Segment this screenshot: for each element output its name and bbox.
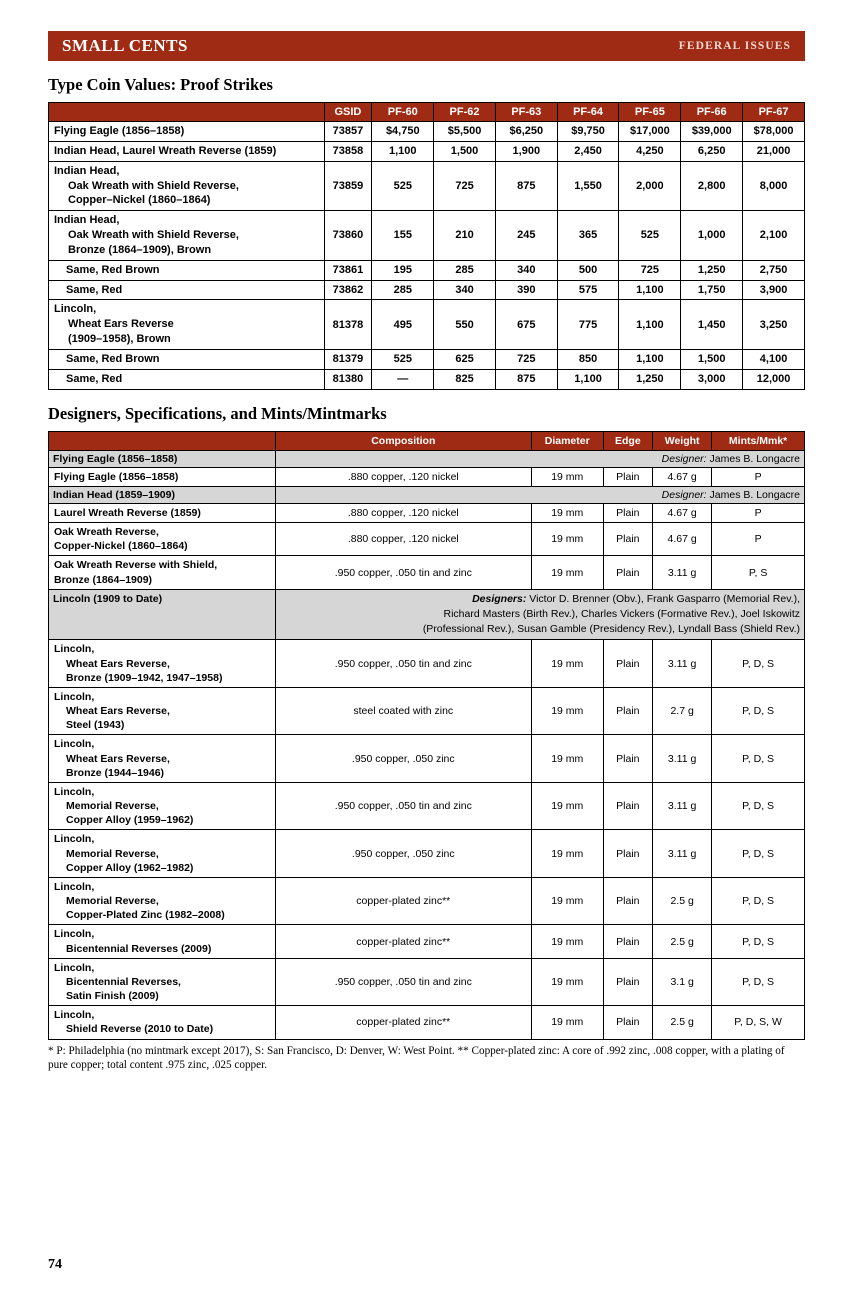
row-label-line: Laurel Wreath Reverse (1859) — [54, 506, 201, 519]
cell-value: 875 — [495, 161, 557, 211]
cell-composition: copper-plated zinc** — [275, 1006, 531, 1039]
page-header — [48, 31, 805, 61]
cell-composition: .950 copper, .050 zinc — [275, 735, 531, 783]
cell-weight: 3.11 g — [653, 556, 712, 589]
table-row — [49, 523, 805, 556]
cell-value: $9,750 — [557, 122, 619, 142]
table-row — [49, 467, 805, 486]
col-type — [49, 431, 276, 450]
row-label-line: Memorial Reverse, — [66, 895, 159, 908]
row-label-line: Same, Red Brown — [66, 263, 160, 276]
cell-diameter: 19 mm — [531, 640, 603, 688]
cell-value: 500 — [557, 260, 619, 280]
group-designer: Designer: James B. Longacre — [275, 486, 804, 503]
cell-composition: copper-plated zinc** — [275, 877, 531, 925]
col-pf67: PF-67 — [743, 103, 805, 122]
row-label — [49, 260, 325, 280]
cell-mints: P, D, S — [712, 830, 805, 878]
cell-weight: 3.11 g — [653, 830, 712, 878]
cell-composition: .950 copper, .050 tin and zinc — [275, 782, 531, 830]
cell-composition: copper-plated zinc** — [275, 925, 531, 958]
row-label-line: Indian Head, — [54, 164, 120, 177]
row-label — [49, 958, 276, 1006]
group-designers-line: Richard Masters (Birth Rev.), Charles Vickers (Formative Rev.), Joel Iskowitz — [443, 607, 800, 620]
row-label-line: Bicentennial Reverses, — [66, 975, 181, 988]
cell-edge: Plain — [603, 467, 653, 486]
row-label-line: Lincoln, — [54, 961, 95, 974]
cell-value: 1,550 — [557, 161, 619, 211]
table-row — [49, 735, 805, 783]
cell-composition: .950 copper, .050 tin and zinc — [275, 556, 531, 589]
header-issue-label: FEDERAL ISSUES — [678, 40, 791, 52]
cell-composition: .950 copper, .050 zinc — [275, 830, 531, 878]
cell-mints: P, D, S — [712, 687, 805, 735]
col-name — [49, 103, 325, 122]
col-mints: Mints/Mmk* — [712, 431, 805, 450]
cell-composition: .950 copper, .050 tin and zinc — [275, 958, 531, 1006]
cell-value: 340 — [434, 280, 496, 300]
row-label — [49, 640, 276, 688]
cell-value: 2,750 — [743, 260, 805, 280]
cell-gsid: 73859 — [324, 161, 372, 211]
row-label-line: Wheat Ears Reverse — [68, 318, 174, 331]
group-row — [49, 450, 805, 467]
row-label-line: Indian Head, — [54, 214, 120, 227]
cell-value: 1,500 — [681, 349, 743, 369]
cell-value: 1,450 — [681, 300, 743, 350]
cell-mints: P, D, S — [712, 877, 805, 925]
cell-mints: P — [712, 523, 805, 556]
cell-value: 365 — [557, 211, 619, 261]
cell-value: 1,100 — [557, 369, 619, 389]
cell-value: 1,000 — [681, 211, 743, 261]
row-label-line: Bicentennial Reverses (2009) — [66, 942, 212, 955]
table-row — [49, 260, 805, 280]
table-row — [49, 280, 805, 300]
row-label-line: Lincoln, — [54, 738, 95, 751]
col-weight: Weight — [653, 431, 712, 450]
row-label — [49, 141, 325, 161]
cell-value: 340 — [495, 260, 557, 280]
cell-value: 1,250 — [619, 369, 681, 389]
cell-diameter: 19 mm — [531, 556, 603, 589]
section-title-proof-strikes: Type Coin Values: Proof Strikes — [48, 75, 273, 94]
proof-strikes-table — [48, 102, 805, 390]
row-label-line: Oak Wreath with Shield Reverse, — [68, 179, 239, 192]
row-label — [49, 877, 276, 925]
table-row — [49, 161, 805, 211]
cell-mints: P — [712, 467, 805, 486]
designers-specs-body — [49, 450, 805, 1039]
cell-value: 8,000 — [743, 161, 805, 211]
cell-value: 21,000 — [743, 141, 805, 161]
row-label-line: Lincoln, — [54, 785, 95, 798]
row-label — [49, 161, 325, 211]
table-row — [49, 349, 805, 369]
cell-value: $78,000 — [743, 122, 805, 142]
cell-weight: 2.5 g — [653, 925, 712, 958]
table-row — [49, 300, 805, 350]
cell-edge: Plain — [603, 556, 653, 589]
cell-value: 155 — [372, 211, 434, 261]
cell-value: $17,000 — [619, 122, 681, 142]
cell-weight: 4.67 g — [653, 523, 712, 556]
cell-mints: P, D, S — [712, 735, 805, 783]
row-label — [49, 467, 276, 486]
row-label-line: Wheat Ears Reverse, — [66, 657, 170, 670]
cell-value: 245 — [495, 211, 557, 261]
cell-gsid: 81378 — [324, 300, 372, 350]
row-label-line: Steel (1943) — [66, 719, 125, 732]
col-pf65: PF-65 — [619, 103, 681, 122]
cell-value: 1,900 — [495, 141, 557, 161]
table-row — [49, 503, 805, 522]
cell-value: 3,900 — [743, 280, 805, 300]
cell-value: 525 — [619, 211, 681, 261]
cell-diameter: 19 mm — [531, 735, 603, 783]
cell-mints: P, D, S — [712, 782, 805, 830]
row-label-line: Copper Alloy (1962–1982) — [66, 861, 194, 874]
row-label-line: Lincoln, — [54, 880, 95, 893]
cell-diameter: 19 mm — [531, 687, 603, 735]
row-label-line: Lincoln, — [54, 833, 95, 846]
cell-value: 390 — [495, 280, 557, 300]
section-title-designers: Designers, Specifications, and Mints/Mintmarks — [48, 403, 387, 423]
cell-value: 1,100 — [372, 141, 434, 161]
row-label — [49, 687, 276, 735]
cell-value: 1,100 — [619, 349, 681, 369]
cell-value: 285 — [434, 260, 496, 280]
cell-mints: P, D, S — [712, 640, 805, 688]
row-label-line: Same, Red Brown — [66, 352, 160, 365]
cell-value: 1,100 — [619, 280, 681, 300]
cell-weight: 3.11 g — [653, 640, 712, 688]
row-label-line: Bronze (1864–1909), Brown — [68, 243, 212, 256]
cell-weight: 2.5 g — [653, 1006, 712, 1039]
row-label-line: Same, Red — [66, 372, 123, 385]
row-label — [49, 556, 276, 589]
cell-diameter: 19 mm — [531, 1006, 603, 1039]
cell-mints: P, D, S — [712, 958, 805, 1006]
cell-value: 725 — [619, 260, 681, 280]
cell-gsid: 81379 — [324, 349, 372, 369]
cell-diameter: 19 mm — [531, 830, 603, 878]
cell-gsid: 73862 — [324, 280, 372, 300]
col-diameter: Diameter — [531, 431, 603, 450]
cell-weight: 2.7 g — [653, 687, 712, 735]
cell-mints: P, D, S, W — [712, 1006, 805, 1039]
table-row — [49, 556, 805, 589]
group-designers-line: Designers: Victor D. Brenner (Obv.), Frank Gasparro (Memorial Rev.), — [472, 592, 800, 605]
cell-value: $4,750 — [372, 122, 434, 142]
col-pf64: PF-64 — [557, 103, 619, 122]
cell-value: 850 — [557, 349, 619, 369]
cell-value: 3,250 — [743, 300, 805, 350]
row-label-line: (1909–1958), Brown — [68, 333, 171, 346]
group-designer: Designer: James B. Longacre — [275, 450, 804, 467]
cell-value: 675 — [495, 300, 557, 350]
cell-value: 525 — [372, 161, 434, 211]
row-label-line: Lincoln, — [54, 303, 97, 316]
cell-edge: Plain — [603, 523, 653, 556]
cell-value: 2,000 — [619, 161, 681, 211]
cell-gsid: 73857 — [324, 122, 372, 142]
cell-edge: Plain — [603, 830, 653, 878]
cell-edge: Plain — [603, 503, 653, 522]
cell-edge: Plain — [603, 958, 653, 1006]
proof-strikes-body — [49, 122, 805, 390]
cell-mints: P, S — [712, 556, 805, 589]
cell-value: 210 — [434, 211, 496, 261]
cell-edge: Plain — [603, 877, 653, 925]
cell-value: 1,250 — [681, 260, 743, 280]
row-label — [49, 349, 325, 369]
row-label-line: Indian Head, Laurel Wreath Reverse (1859) — [54, 144, 277, 157]
row-label-line: Oak Wreath Reverse with Shield, — [54, 559, 218, 572]
row-label — [49, 280, 325, 300]
cell-value: 575 — [557, 280, 619, 300]
row-label-line: Lincoln, — [54, 643, 95, 656]
cell-value: 4,250 — [619, 141, 681, 161]
cell-value: 195 — [372, 260, 434, 280]
cell-weight: 4.67 g — [653, 503, 712, 522]
group-label: Flying Eagle (1856–1858) — [49, 450, 276, 467]
group-row — [49, 486, 805, 503]
row-label-line: Wheat Ears Reverse, — [66, 752, 170, 765]
cell-value: $5,500 — [434, 122, 496, 142]
row-label-line: Wheat Ears Reverse, — [66, 705, 170, 718]
row-label — [49, 369, 325, 389]
table-header-row — [49, 431, 805, 450]
row-label — [49, 1006, 276, 1039]
cell-diameter: 19 mm — [531, 523, 603, 556]
cell-value: $6,250 — [495, 122, 557, 142]
col-pf62: PF-62 — [434, 103, 496, 122]
designers-specs-table — [48, 431, 805, 1040]
page — [0, 31, 853, 1311]
row-label — [49, 782, 276, 830]
cell-value: 3,000 — [681, 369, 743, 389]
table-header-row — [49, 103, 805, 122]
cell-value: 2,800 — [681, 161, 743, 211]
table-row — [49, 141, 805, 161]
group-designers — [275, 589, 804, 640]
col-edge: Edge — [603, 431, 653, 450]
table-row — [49, 877, 805, 925]
row-label-line: Lincoln, — [54, 690, 95, 703]
cell-gsid: 73861 — [324, 260, 372, 280]
cell-edge: Plain — [603, 1006, 653, 1039]
row-label-line: Bronze (1944–1946) — [66, 766, 165, 779]
col-composition: Composition — [275, 431, 531, 450]
cell-edge: Plain — [603, 735, 653, 783]
cell-weight: 3.11 g — [653, 735, 712, 783]
group-label: Indian Head (1859–1909) — [49, 486, 276, 503]
cell-composition: .880 copper, .120 nickel — [275, 503, 531, 522]
table-row — [49, 925, 805, 958]
cell-diameter: 19 mm — [531, 467, 603, 486]
group-label: Lincoln (1909 to Date) — [49, 589, 276, 640]
cell-value: 4,100 — [743, 349, 805, 369]
row-label — [49, 300, 325, 350]
row-label-line: Bronze (1909–1942, 1947–1958) — [66, 671, 223, 684]
row-label-line: Flying Eagle (1856–1858) — [54, 470, 179, 483]
cell-value: 825 — [434, 369, 496, 389]
row-label — [49, 523, 276, 556]
cell-diameter: 19 mm — [531, 877, 603, 925]
cell-weight: 4.67 g — [653, 467, 712, 486]
col-pf60: PF-60 — [372, 103, 434, 122]
cell-weight: 2.5 g — [653, 877, 712, 925]
row-label — [49, 211, 325, 261]
cell-composition: .880 copper, .120 nickel — [275, 467, 531, 486]
page-number: 74 — [48, 1257, 62, 1272]
cell-weight: 3.11 g — [653, 782, 712, 830]
col-pf63: PF-63 — [495, 103, 557, 122]
cell-mints: P, D, S — [712, 925, 805, 958]
row-label — [49, 503, 276, 522]
table-row — [49, 122, 805, 142]
table-row — [49, 211, 805, 261]
row-label-line: Copper-Nickel (1860–1864) — [54, 540, 188, 553]
row-label-line: Memorial Reverse, — [66, 800, 159, 813]
cell-gsid: 81380 — [324, 369, 372, 389]
row-label-line: Lincoln, — [54, 928, 95, 941]
cell-value: 495 — [372, 300, 434, 350]
cell-value: 285 — [372, 280, 434, 300]
row-label-line: Copper Alloy (1959–1962) — [66, 814, 194, 827]
cell-value: — — [372, 369, 434, 389]
row-label — [49, 925, 276, 958]
col-gsid: GSID — [324, 103, 372, 122]
row-label-line: Satin Finish (2009) — [66, 990, 159, 1003]
table-row — [49, 958, 805, 1006]
cell-value: 1,100 — [619, 300, 681, 350]
row-label-line: Flying Eagle (1856–1858) — [54, 125, 185, 137]
table-row — [49, 687, 805, 735]
cell-diameter: 19 mm — [531, 782, 603, 830]
group-row-lincoln — [49, 589, 805, 640]
cell-diameter: 19 mm — [531, 925, 603, 958]
cell-composition: .950 copper, .050 tin and zinc — [275, 640, 531, 688]
cell-edge: Plain — [603, 687, 653, 735]
cell-edge: Plain — [603, 925, 653, 958]
cell-gsid: 73858 — [324, 141, 372, 161]
table-row — [49, 369, 805, 389]
row-label-line: Oak Wreath Reverse, — [54, 526, 159, 538]
row-label — [49, 735, 276, 783]
cell-value: 550 — [434, 300, 496, 350]
cell-value: 1,500 — [434, 141, 496, 161]
header-section-title: SMALL CENTS — [62, 36, 188, 55]
cell-value: 625 — [434, 349, 496, 369]
row-label-line: Bronze (1864–1909) — [54, 573, 153, 586]
row-label — [49, 830, 276, 878]
cell-value: 775 — [557, 300, 619, 350]
row-label-line: Same, Red — [66, 283, 123, 296]
table-footnote: * P: Philadelphia (no mintmark except 2017), S: San Francisco, D: Denver, W: West Point. ** Copper-plated zinc: A core of .992 zinc, .008 copper, with a plating of pure copper; total content .975 zinc, .025 copper. — [48, 1044, 785, 1072]
table-row — [49, 830, 805, 878]
cell-value: 875 — [495, 369, 557, 389]
row-label-line: Memorial Reverse, — [66, 847, 159, 860]
cell-value: 525 — [372, 349, 434, 369]
cell-composition: steel coated with zinc — [275, 687, 531, 735]
cell-value: 2,450 — [557, 141, 619, 161]
cell-mints: P — [712, 503, 805, 522]
cell-weight: 3.1 g — [653, 958, 712, 1006]
cell-value: 1,750 — [681, 280, 743, 300]
cell-diameter: 19 mm — [531, 958, 603, 1006]
table-row — [49, 1006, 805, 1039]
row-label-line: Shield Reverse (2010 to Date) — [66, 1023, 214, 1036]
row-label-line: Oak Wreath with Shield Reverse, — [68, 229, 239, 242]
cell-edge: Plain — [603, 640, 653, 688]
group-designers-line: (Professional Rev.), Susan Gamble (Presidency Rev.), Lyndall Bass (Shield Rev.) — [422, 623, 800, 636]
cell-diameter: 19 mm — [531, 503, 603, 522]
row-label — [49, 122, 325, 142]
cell-value: 725 — [495, 349, 557, 369]
col-pf66: PF-66 — [681, 103, 743, 122]
cell-value: 12,000 — [743, 369, 805, 389]
table-row — [49, 640, 805, 688]
cell-edge: Plain — [603, 782, 653, 830]
cell-composition: .880 copper, .120 nickel — [275, 523, 531, 556]
cell-value: 6,250 — [681, 141, 743, 161]
table-row — [49, 782, 805, 830]
cell-value: $39,000 — [681, 122, 743, 142]
cell-value: 725 — [434, 161, 496, 211]
row-label-line: Lincoln, — [54, 1009, 95, 1022]
row-label-line: Copper-Plated Zinc (1982–2008) — [66, 909, 225, 922]
cell-value: 2,100 — [743, 211, 805, 261]
row-label-line: Copper–Nickel (1860–1864) — [68, 194, 211, 207]
cell-gsid: 73860 — [324, 211, 372, 261]
